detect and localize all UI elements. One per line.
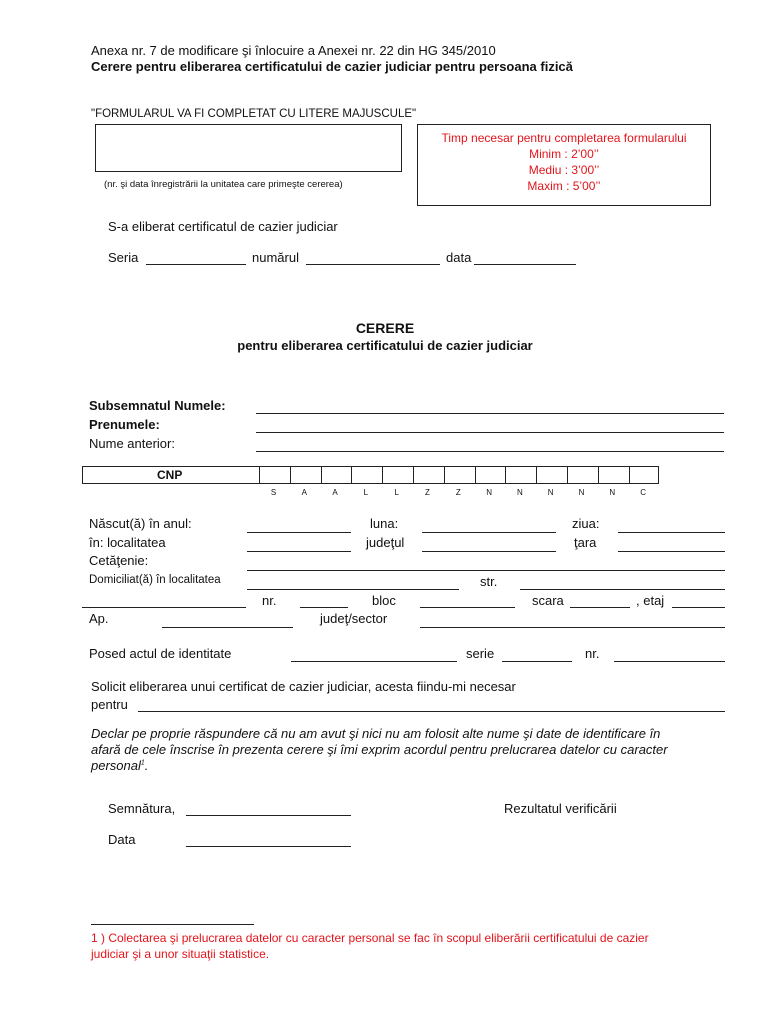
cnp-letter: L	[363, 488, 369, 497]
nume-anterior-label: Nume anterior:	[89, 436, 175, 451]
cnp-letter: A	[301, 488, 307, 497]
signature-data-label: Data	[108, 832, 136, 847]
cnp-digit-cell[interactable]	[321, 467, 352, 483]
cnp-letter: L	[394, 488, 399, 497]
numele-label: Subsemnatul Numele:	[89, 398, 226, 413]
localitatea-label: în: localitatea	[89, 535, 166, 550]
time-box-title: Timp necesar pentru completarea formularului	[441, 131, 687, 145]
act-nr-field[interactable]	[614, 661, 725, 662]
footnote-divider	[91, 924, 254, 925]
nr-label: nr.	[262, 593, 277, 608]
footnote-line-2: judiciar şi a unor situaţii statistice.	[91, 947, 270, 961]
scara-label: scara	[532, 593, 564, 608]
nascut-anul-label: Născut(ă) în anul:	[89, 516, 192, 531]
prenumele-field[interactable]	[256, 432, 724, 433]
declaration-line-3: personal$^1$.	[91, 758, 149, 773]
judetul-label: judeţul	[366, 535, 405, 550]
ap-field[interactable]	[162, 627, 293, 628]
judetul-field[interactable]	[422, 551, 556, 552]
ziua-field[interactable]	[618, 532, 725, 533]
seria-label: Seria	[108, 250, 139, 265]
request-text: Solicit eliberarea unui certificat de cazier judiciar, acesta fiindu-mi necesar	[91, 679, 516, 694]
seria-field[interactable]	[146, 264, 246, 265]
form-subtitle: Cerere pentru eliberarea certificatului de cazier judiciar pentru persoana fizică	[91, 59, 573, 74]
etaj-label: , etaj	[636, 593, 665, 608]
cnp-letter: N	[578, 488, 585, 497]
rezultat-verificare-label: Rezultatul verificării	[504, 801, 617, 816]
cnp-digit-cell[interactable]	[259, 467, 290, 483]
cnp-digit-cell[interactable]	[413, 467, 444, 483]
numarul-label: numărul	[252, 250, 299, 265]
strada-continuation-field[interactable]	[82, 607, 246, 608]
bloc-label: bloc	[372, 593, 396, 608]
act-nr-label: nr.	[585, 646, 600, 661]
cnp-letter: Z	[455, 488, 461, 497]
cnp-letter: C	[640, 488, 646, 497]
numarul-field[interactable]	[306, 264, 440, 265]
time-min: Minim : 2’00’’	[529, 147, 599, 161]
an-field[interactable]	[247, 532, 351, 533]
numele-field[interactable]	[256, 413, 724, 414]
time-med: Mediu : 3’00’’	[528, 163, 600, 177]
cnp-letter: A	[332, 488, 338, 497]
etaj-field[interactable]	[672, 607, 725, 608]
time-max: Maxim : 5’00’’	[527, 179, 601, 193]
posed-act-label: Posed actul de identitate	[89, 646, 232, 661]
cnp-letter: N	[547, 488, 554, 497]
bloc-field[interactable]	[420, 607, 515, 608]
signature-data-field[interactable]	[186, 846, 351, 847]
cnp-digit-cell[interactable]	[290, 467, 321, 483]
cnp-letter: N	[486, 488, 492, 497]
completion-time-box	[417, 124, 711, 206]
strada-field[interactable]	[520, 589, 725, 590]
cnp-digit-cell[interactable]	[598, 467, 629, 483]
registration-caption: (nr. şi data înregistrării la unitatea care primeşte cererea)	[104, 179, 343, 190]
issued-statement: S-a eliberat certificatul de cazier judiciar	[108, 219, 338, 234]
domiciliat-label: Domiciliat(ă) în localitatea	[89, 574, 221, 586]
cnp-grid[interactable]	[82, 466, 659, 484]
page-title: CERERE	[355, 320, 415, 336]
cnp-label: CNP	[157, 468, 183, 482]
domiciliu-localitate-field[interactable]	[247, 589, 459, 590]
footnote-ref: 1	[140, 759, 145, 767]
cnp-letter: N	[609, 488, 616, 497]
judet-sector-label: judeţ/sector	[320, 611, 388, 626]
prenumele-label: Prenumele:	[89, 417, 160, 432]
scop-field[interactable]	[138, 711, 725, 712]
cnp-letter: N	[517, 488, 523, 497]
cetatenie-label: Cetăţenie:	[89, 553, 149, 568]
uppercase-instruction: "FORMULARUL VA FI COMPLETAT CU LITERE MAJUSCULE"	[91, 108, 417, 120]
nume-anterior-field[interactable]	[256, 451, 724, 452]
localitatea-field[interactable]	[247, 551, 351, 552]
tara-field[interactable]	[618, 551, 725, 552]
cnp-letter: S	[270, 488, 277, 497]
tara-label: ţara	[574, 535, 597, 550]
serie-label: serie	[466, 646, 495, 661]
cnp-digit-cell[interactable]	[475, 467, 506, 483]
semnatura-field[interactable]	[186, 815, 351, 816]
serie-field[interactable]	[502, 661, 572, 662]
ziua-label: ziua:	[572, 516, 600, 531]
footnote-line-1: 1 ) Colectarea şi prelucrarea datelor cu caracter personal se fac în scopul eliberării certificatului de cazier	[91, 931, 649, 945]
cnp-letter: Z	[425, 488, 430, 497]
request-pentru-label: pentru	[91, 697, 128, 712]
str-label: str.	[480, 574, 498, 589]
luna-label: luna:	[370, 516, 399, 531]
cnp-digit-cell[interactable]	[444, 467, 475, 483]
luna-field[interactable]	[422, 532, 556, 533]
cnp-digit-cell[interactable]	[505, 467, 536, 483]
declaration-line-2: afară de cele înscrise în prezenta cerere şi îmi exprim acordul pentru prelucrarea datelor cu caracter	[91, 742, 668, 757]
cnp-digit-cell[interactable]	[536, 467, 567, 483]
cnp-digit-cell[interactable]	[567, 467, 598, 483]
semnatura-label: Semnătura,	[108, 801, 176, 816]
annex-reference: Anexa nr. 7 de modificare şi înlocuire a Anexei nr. 22 din HG 345/2010	[91, 43, 496, 58]
judet-sector-field[interactable]	[420, 627, 725, 628]
registration-box[interactable]	[95, 124, 402, 172]
page-title-sub: pentru eliberarea certificatului de cazier judiciar	[237, 338, 533, 353]
issued-data-field[interactable]	[474, 264, 576, 265]
nr-field[interactable]	[300, 607, 348, 608]
declaration-line-1: Declar pe proprie răspundere că nu am avut şi nici nu am folosit alte nume şi date de identificare în	[91, 726, 661, 741]
cnp-digit-cell[interactable]	[629, 467, 660, 483]
ap-label: Ap.	[89, 611, 109, 626]
cetatenie-field[interactable]	[247, 570, 725, 571]
cnp-digit-cell[interactable]	[351, 467, 382, 483]
issued-data-label: data	[446, 250, 472, 265]
scara-field[interactable]	[570, 607, 630, 608]
cnp-digit-cell[interactable]	[382, 467, 413, 483]
act-identitate-field[interactable]	[291, 661, 457, 662]
